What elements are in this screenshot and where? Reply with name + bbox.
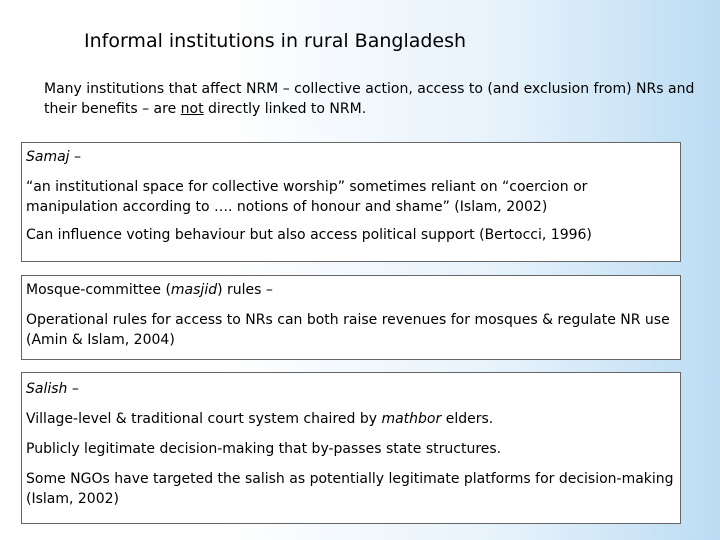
salish-heading-dash: – <box>67 381 79 397</box>
intro-text-start: Many institutions that affect NRM – collective action, access to (and exclusion from) NRs and their benefits – are <box>44 81 695 117</box>
samaj-heading <box>26 147 676 167</box>
intro-text-end: directly linked to NRM. <box>203 101 367 117</box>
samaj-heading-dash: – <box>69 149 82 165</box>
samaj-influence: Can influence voting behaviour but also access political support (Bertocci, 1996) <box>26 227 592 243</box>
intro-emphasis: not <box>180 101 204 117</box>
mathbor-term: mathbor <box>381 411 442 427</box>
mosque-committee-box <box>21 275 681 360</box>
salish-term: Salish <box>26 381 68 397</box>
salish-line1-suffix: elders. <box>441 411 494 427</box>
salish-heading <box>26 379 676 399</box>
salish-box <box>21 372 681 524</box>
samaj-box <box>21 142 681 262</box>
slide-title: Informal institutions in rural Bangladesh <box>84 30 467 52</box>
samaj-term: Samaj <box>26 149 70 165</box>
mosque-heading-suffix: ) rules – <box>217 282 273 298</box>
intro-paragraph <box>44 79 704 119</box>
samaj-quote: “an institutional space for collective worship” sometimes reliant on “coercion or manipulation according to …. notions of honour and shame” (Islam, 2002) <box>26 179 588 215</box>
mosque-heading <box>26 280 676 300</box>
mosque-body: Operational rules for access to NRs can both raise revenues for mosques & regulate NR use (Amin & Islam, 2004) <box>26 312 670 348</box>
salish-line1-prefix: Village-level & traditional court system chaired by <box>26 411 382 427</box>
mosque-heading-prefix: Mosque-committee ( <box>26 282 171 298</box>
salish-line-ngos: Some NGOs have targeted the salish as potentially legitimate platforms for decision-making (Islam, 2002) <box>26 471 674 507</box>
salish-line-legitimate: Publicly legitimate decision-making that by-passes state structures. <box>26 441 502 457</box>
masjid-term: masjid <box>170 282 218 298</box>
salish-line-court <box>26 409 676 429</box>
